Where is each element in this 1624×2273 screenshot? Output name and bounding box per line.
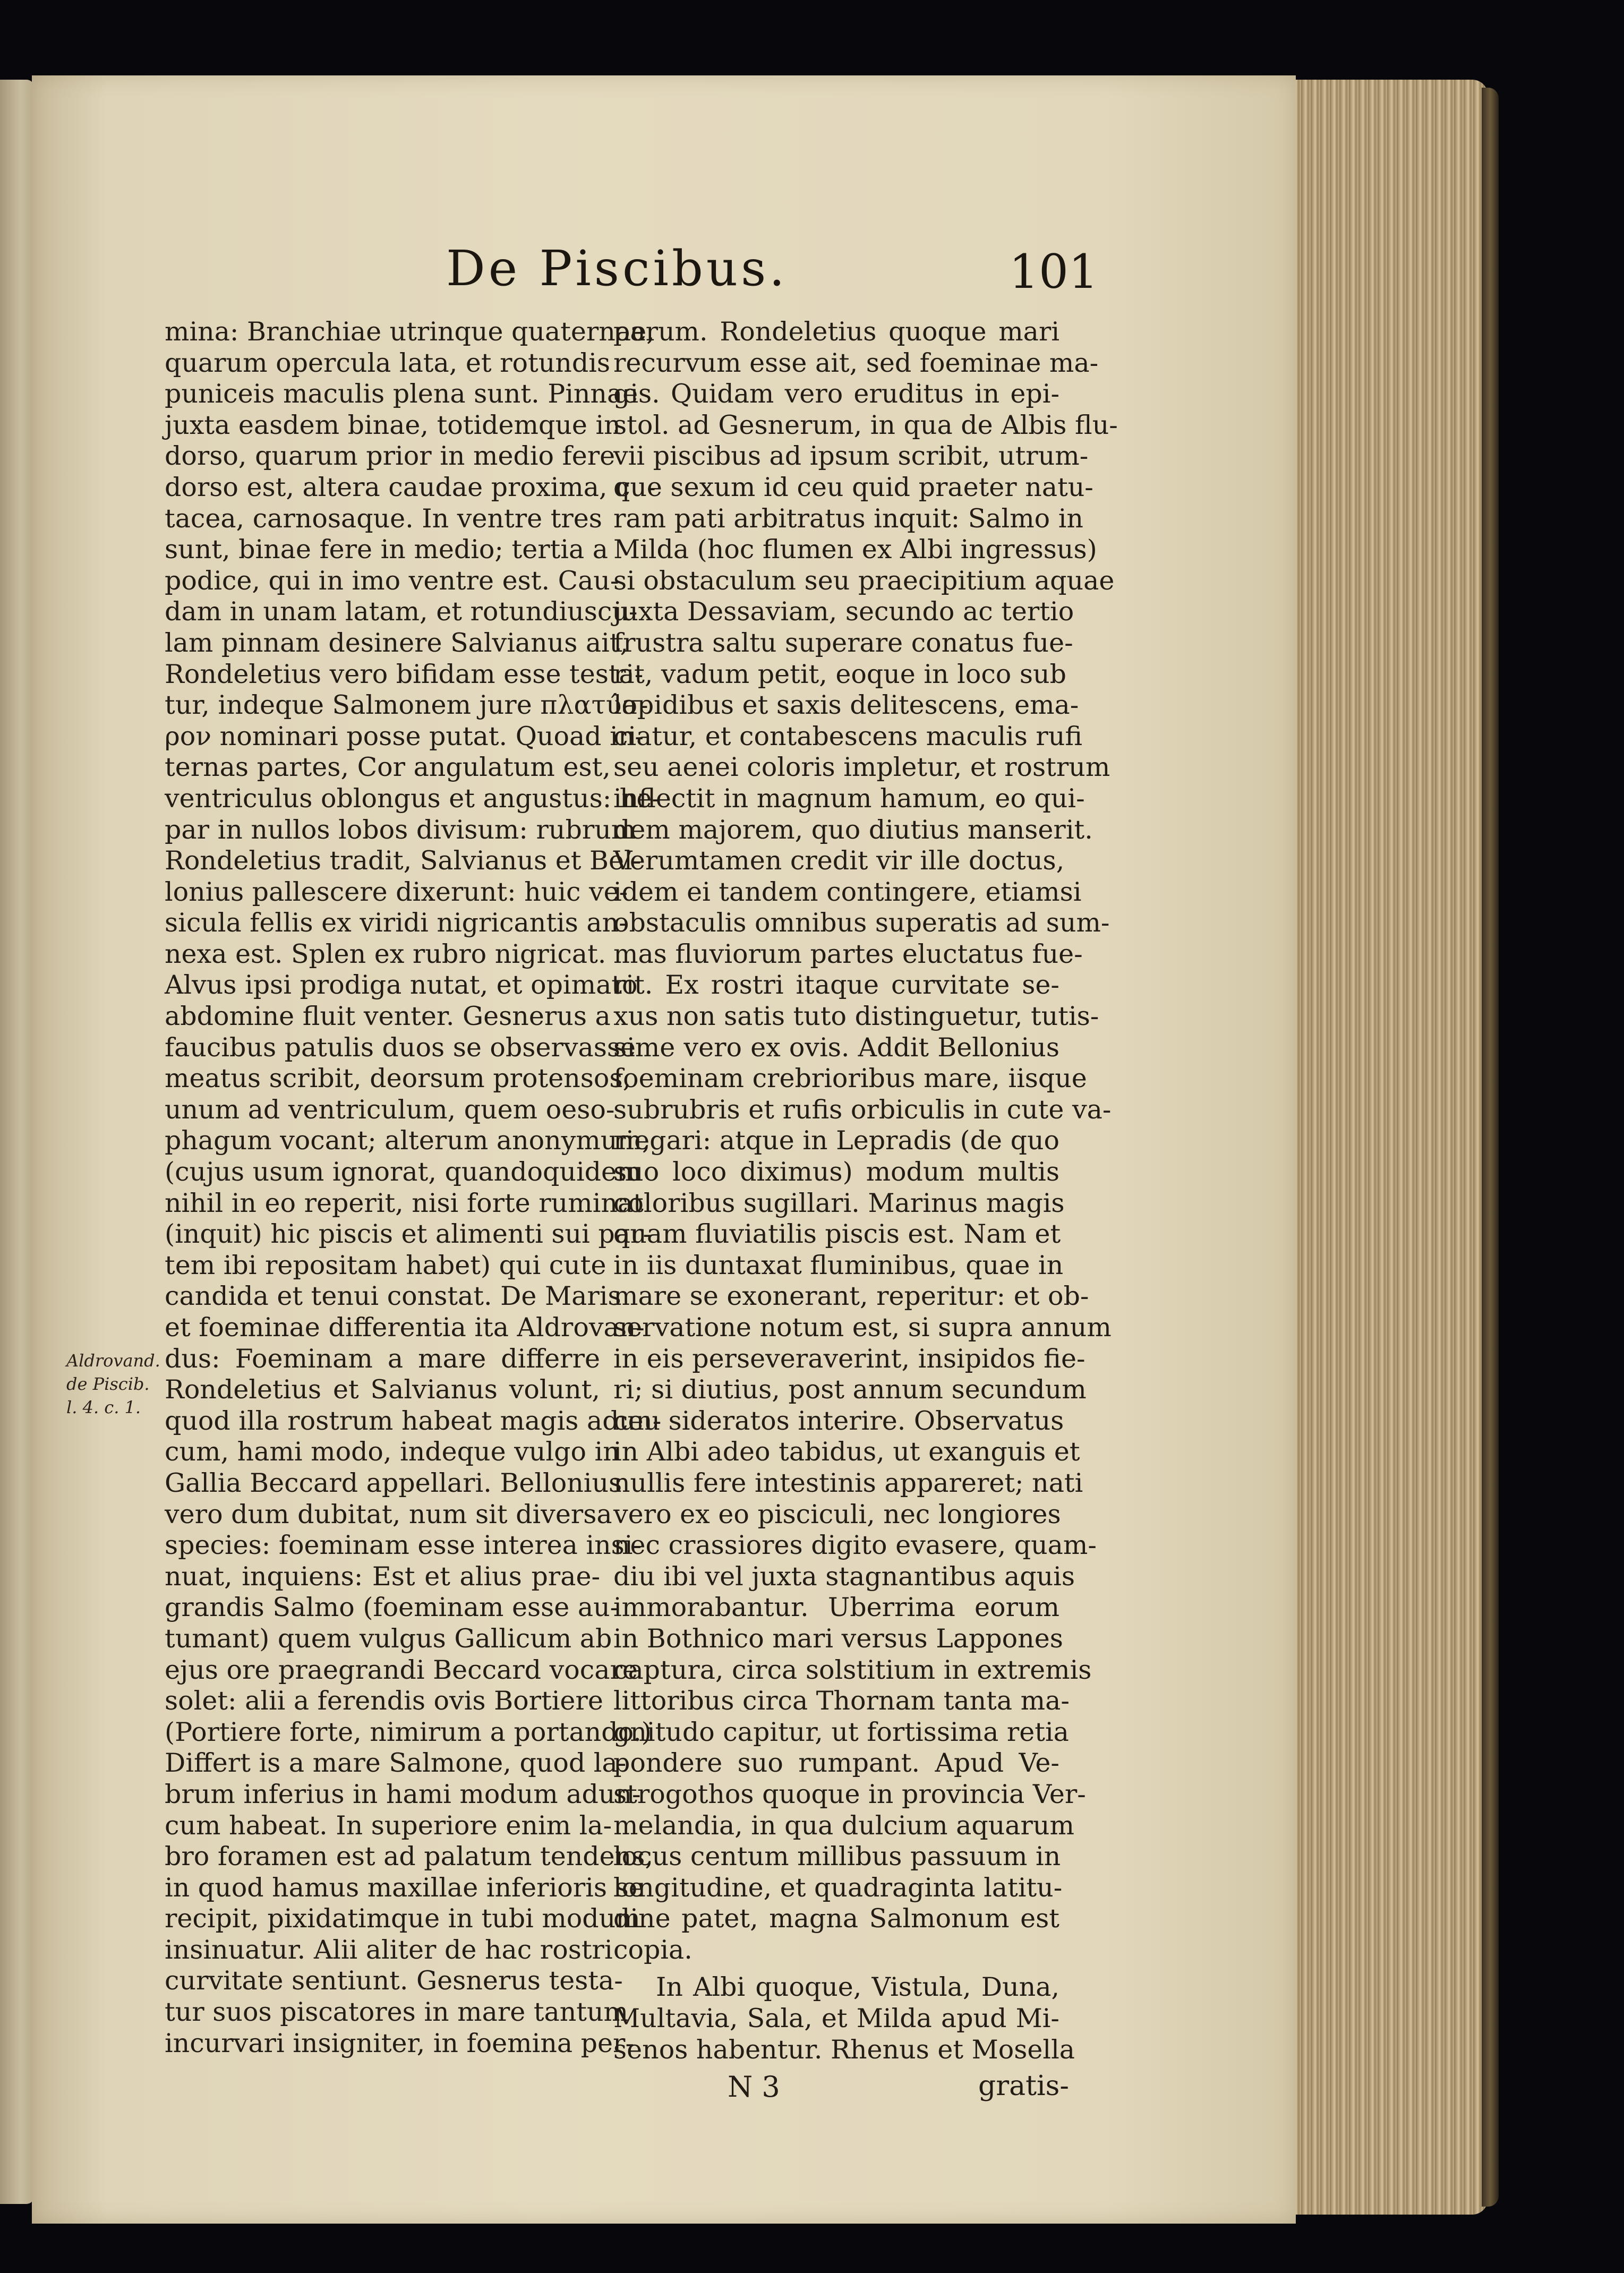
text-line: podice, qui in imo ventre est. Cau- <box>165 565 619 596</box>
text-line: immorabantur. Uberrima eorum <box>613 1592 1059 1623</box>
text-line: tumant) quem vulgus Gallicum ab <box>165 1623 612 1654</box>
text-line: (cujus usum ignorat, quandoquidem <box>165 1157 642 1187</box>
text-line: faucibus patulis duos se observasse <box>165 1032 636 1063</box>
text-line: lonius pallescere dixerunt: huic ve- <box>165 876 628 907</box>
text-line: que sexum id ceu quid praeter natu- <box>613 472 1093 502</box>
text-line: tem ibi repositam habet) qui cute <box>165 1250 606 1280</box>
text-line: Differt is a mare Salmone, quod la- <box>165 1748 627 1779</box>
margin-note-line: Aldrovand. <box>66 1351 160 1371</box>
text-line: meatus scribit, deorsum protensos, <box>165 1063 631 1094</box>
text-line: (Portiere forte, nimirum a portando.) <box>165 1716 652 1747</box>
text-line: Rondeletius vero bifidam esse testa- <box>165 659 644 689</box>
text-line: abdomine fluit venter. Gesnerus a <box>165 1001 611 1032</box>
text-line: dem majorem, quo diutius manserit. <box>613 814 1093 845</box>
text-line: coloribus sugillari. Marinus magis <box>613 1187 1065 1218</box>
right-text-column <box>613 317 1118 2065</box>
text-line: mare se exonerant, reperitur: et ob- <box>613 1281 1089 1312</box>
text-line: solet: alii a ferendis ovis Bortiere <box>165 1686 603 1716</box>
text-line: idem ei tandem contingere, etiamsi <box>613 876 1082 907</box>
catchword: gratis- <box>978 2070 1069 2102</box>
text-line: ram pati arbitratus inquit: Salmo in <box>613 503 1083 534</box>
text-line: gis. Quidam vero eruditus in epi- <box>613 379 1059 409</box>
text-line: tacea, carnosaque. In ventre tres <box>165 503 602 534</box>
facing-page-edge <box>0 80 34 2204</box>
text-line: (inquit) hic piscis et alimenti sui par- <box>165 1219 652 1250</box>
text-line: Milda (hoc flumen ex Albi ingressus) <box>613 534 1097 565</box>
text-line: ejus ore praegrandi Beccard vocare <box>165 1654 638 1685</box>
text-line: candida et tenui constat. De Maris <box>165 1281 621 1312</box>
text-line: inflectit in magnum hamum, eo qui- <box>613 783 1085 814</box>
text-line: obstaculis omnibus superatis ad sum- <box>613 908 1110 938</box>
text-line: phagum vocant; alterum anonymum, <box>165 1125 651 1156</box>
text-line: species: foeminam esse interea insi- <box>165 1530 642 1561</box>
text-line: lapidibus et saxis delitescens, ema- <box>613 690 1079 721</box>
text-line: sunt, binae fere in medio; tertia a <box>165 534 608 565</box>
text-line: foeminam crebrioribus mare, iisque <box>613 1063 1087 1094</box>
text-line: suo loco diximus) modum multis <box>613 1157 1059 1187</box>
text-line: ceu sideratos interire. Observatus <box>613 1405 1064 1436</box>
text-line: nullis fere intestinis appareret; nati <box>613 1467 1083 1498</box>
text-line: xus non satis tuto distinguetur, tutis- <box>613 1001 1099 1032</box>
text-line: gnitudo capitur, ut fortissima retia <box>613 1716 1069 1747</box>
text-line: ρον nominari posse putat. Quoad in- <box>165 721 644 751</box>
text-line: tur suos piscatores in mare tantum <box>165 1997 629 2028</box>
text-line: mas fluviorum partes eluctatus fue- <box>613 938 1083 969</box>
text-line: vero dum dubitat, num sit diversa <box>165 1499 612 1529</box>
text-line: seu aenei coloris impletur, et rostrum <box>613 752 1110 783</box>
text-line: quarum opercula lata, et rotundis <box>165 347 611 378</box>
text-line: in Albi adeo tabidus, ut exanguis et <box>613 1437 1080 1467</box>
text-line: Alvus ipsi prodiga nutat, et opimato <box>165 970 638 1001</box>
text-line: subrubris et rufis orbiculis in cute va- <box>613 1094 1112 1125</box>
text-line: cum habeat. In superiore enim la- <box>165 1810 612 1841</box>
text-line: par in nullos lobos divisum: rubrum <box>165 814 636 845</box>
text-line: ternas partes, Cor angulatum est, <box>165 752 611 783</box>
text-line: pondere suo rumpant. Apud Ve- <box>613 1748 1059 1779</box>
text-line: longitudine, et quadraginta latitu- <box>613 1872 1063 1903</box>
text-line: grandis Salmo (foeminam esse au- <box>165 1592 619 1623</box>
text-line: nuat, inquiens: Est et alius prae- <box>165 1561 600 1592</box>
page-block-edges <box>1292 80 1488 2215</box>
text-line: sicula fellis ex viridi nigricantis an- <box>165 908 628 938</box>
text-line: dine patet, magna Salmonum est <box>613 1903 1059 1934</box>
running-title: De Piscibus. <box>446 240 788 297</box>
text-line: curvitate sentiunt. Gesnerus testa- <box>165 1966 623 1996</box>
text-line: recipit, pixidatimque in tubi modum <box>165 1903 640 1934</box>
text-line: quod illa rostrum habeat magis adun- <box>165 1405 662 1436</box>
text-line: nihil in eo reperit, nisi forte ruminat <box>165 1187 644 1218</box>
text-line: copia. <box>613 1934 693 1965</box>
text-line: ventriculus oblongus et angustus: he- <box>165 783 661 814</box>
text-line: nexa est. Splen ex rubro nigricat. <box>165 938 606 969</box>
text-line: nec crassiores digito evasere, quam- <box>613 1530 1097 1561</box>
text-line: in quod hamus maxillae inferioris se <box>165 1872 644 1903</box>
text-line: cum, hami modo, indeque vulgo in <box>165 1437 620 1467</box>
text-line: littoribus circa Thornam tanta ma- <box>613 1686 1070 1716</box>
text-line: in eis perseveraverint, insipidos fie- <box>613 1343 1085 1374</box>
page-header <box>159 240 1098 314</box>
text-line: in iis duntaxat fluminibus, quae in <box>613 1250 1064 1280</box>
text-line: dorso, quarum prior in medio fere <box>165 441 616 472</box>
text-line: sime vero ex ovis. Addit Bellonius <box>613 1032 1059 1063</box>
margin-note-line: l. 4. c. 1. <box>66 1397 141 1417</box>
text-line: recurvum esse ait, sed foeminae ma- <box>613 347 1099 378</box>
text-line: vii piscibus ad ipsum scribit, utrum- <box>613 441 1089 472</box>
text-line: Multavia, Sala, et Milda apud Mi- <box>613 2003 1059 2034</box>
text-line: quam fluviatilis piscis est. Nam et <box>613 1219 1061 1250</box>
text-line: dam in unam latam, et rotundiuscu- <box>165 596 638 627</box>
text-line: in Bothnico mari versus Lappones <box>613 1623 1063 1654</box>
paragraph-gap <box>613 1966 1059 1972</box>
text-line: Verumtamen credit vir ille doctus, <box>613 845 1065 876</box>
text-line: incurvari insigniter, in foemina per- <box>165 2028 635 2058</box>
page-number: 101 <box>1009 244 1098 299</box>
text-line: rit. Ex rostri itaque curvitate se- <box>613 970 1059 1001</box>
text-line: strogothos quoque in provincia Ver- <box>613 1779 1086 1809</box>
text-line: et foeminae differentia ita Aldrovan- <box>165 1312 645 1343</box>
text-line: melandia, in qua dulcium aquarum <box>613 1810 1074 1841</box>
text-line: dus: Foeminam a mare differre <box>165 1343 600 1374</box>
text-line: puniceis maculis plena sunt. Pinnae <box>165 379 638 409</box>
text-line: frustra saltu superare conatus fue- <box>613 627 1073 658</box>
text-line: ciatur, et contabescens maculis rufi <box>613 721 1083 751</box>
text-line: lam pinnam desinere Salvianus ait, <box>165 627 629 658</box>
text-line: dorso est, altera caudae proxima, cu- <box>165 472 656 502</box>
text-line: Rondeletius et Salvianus volunt, <box>165 1374 600 1405</box>
margin-note-line: de Piscib. <box>66 1374 150 1394</box>
text-line: locus centum millibus passuum in <box>613 1841 1061 1872</box>
text-line: servatione notum est, si supra annum <box>613 1312 1112 1343</box>
text-line: juxta Dessaviam, secundo ac tertio <box>613 596 1074 627</box>
text-line: captura, circa solstitium in extremis <box>613 1654 1092 1685</box>
text-line: diu ibi vel juxta stagnantibus aquis <box>613 1561 1075 1592</box>
text-line: juxta easdem binae, totidemque in <box>165 409 621 440</box>
text-line: si obstaculum seu praecipitium aquae <box>613 565 1115 596</box>
text-line: Rondeletius tradit, Salvianus et Bel- <box>165 845 642 876</box>
text-line: In Albi quoque, Vistula, Duna, <box>656 1972 1059 2003</box>
text-line: mina: Branchiae utrinque quaternae, <box>165 317 655 347</box>
text-line: vero ex eo pisciculi, nec longiores <box>613 1499 1061 1529</box>
text-line: riegari: atque in Lepradis (de quo <box>613 1125 1059 1156</box>
text-line: Gallia Beccard appellari. Bellonius <box>165 1467 622 1498</box>
text-line: rit, vadum petit, eoque in loco sub <box>613 659 1066 689</box>
text-line: tur, indeque Salmonem jure πλατύσ- <box>165 690 648 721</box>
text-line: insinuatur. Alii aliter de hac rostri <box>165 1934 613 1965</box>
text-line: senos habentur. Rhenus et Mosella <box>613 2034 1075 2065</box>
text-line: unum ad ventriculum, quem oeso- <box>165 1094 615 1125</box>
text-line: brum inferius in hami modum adun- <box>165 1779 641 1809</box>
text-line: ri; si diutius, post annum secundum <box>613 1374 1087 1405</box>
signature-mark: N 3 <box>728 2070 780 2104</box>
text-line: stol. ad Gesnerum, in qua de Albis flu- <box>613 409 1118 440</box>
book-cover-edge <box>1482 88 1499 2207</box>
text-line: parum. Rondeletius quoque mari <box>613 317 1059 347</box>
margin-note <box>66 1349 167 1419</box>
text-line: bro foramen est ad palatum tendens, <box>165 1841 653 1872</box>
